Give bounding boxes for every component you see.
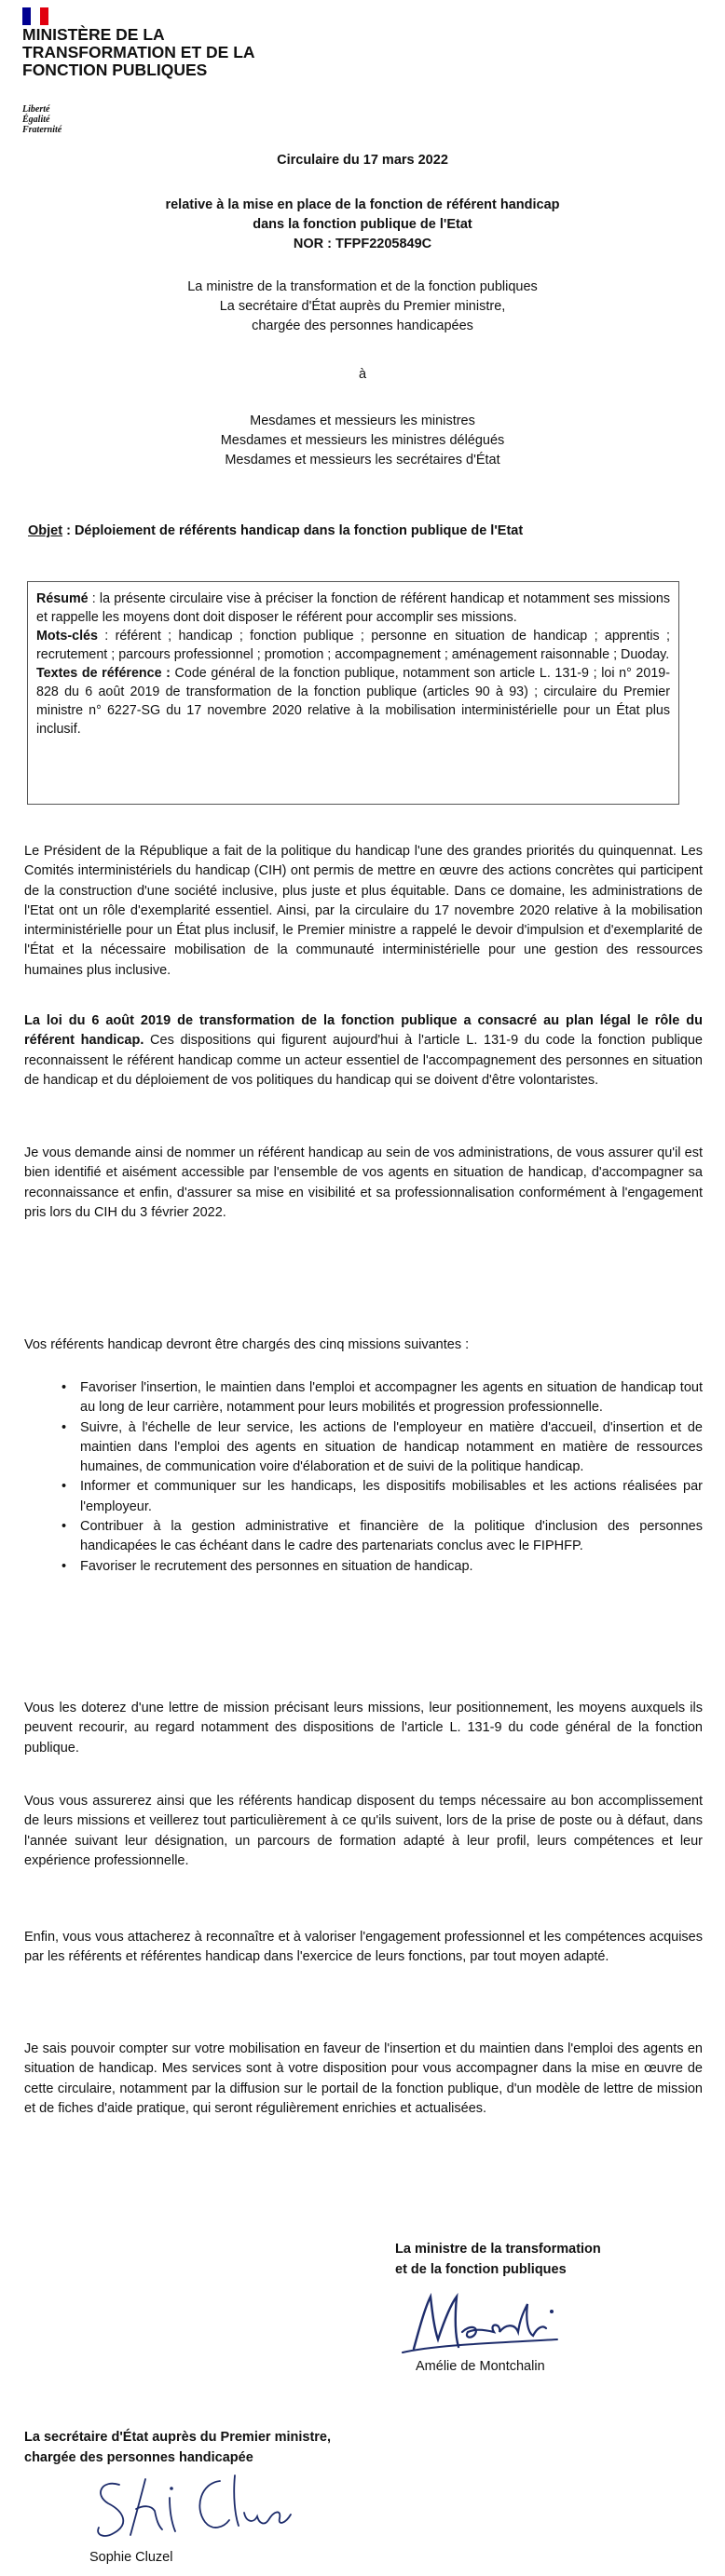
mission-item: • Contribuer à la gestion administrative et financière de la politique d'inclusion des personnes handicapées le cas échéant dans le cadre des partenariats conclus avec le FIPHFP.: [65, 1517, 703, 1557]
secretary-signature-title: [24, 2427, 360, 2468]
mission-item: • Favoriser le recrutement des personnes en situation de handicap.: [65, 1557, 703, 1577]
summary-box: [27, 581, 679, 805]
keywords-label: Mots-clés: [36, 629, 98, 644]
mission-item: • Informer et communiquer sur les handicaps, les dispositifs mobilisables et les actions réalisées par l'employeur.: [65, 1477, 703, 1517]
body-paragraph-4: Vos référents handicap devront être chargés des cinq missions suivantes :: [24, 1337, 470, 1352]
author-secretary: La secrétaire d'État auprès du Premier ministre,: [219, 299, 506, 314]
minister-handwritten-signature: [397, 2291, 565, 2362]
resume-label: Résumé: [36, 591, 89, 606]
missions-list: [65, 1378, 703, 1577]
body-paragraph-2-text: Ces dispositions qui figurent aujourd'hui à l'article L. 131-9 du code la fonction publique reconnaissent le référent handicap comme un acteur essentiel de l'accompagnement des personnes en situation de handicap et du déploiement de vos politiques du handicap qui se doivent d'être volontaristes.: [24, 1033, 703, 1088]
secretary-title-line1: La secrétaire d'État auprès du Premier ministre,: [24, 2430, 332, 2445]
motto-liberte: Liberté: [22, 104, 50, 115]
minister-title-line2: et de la fonction publiques: [395, 2262, 567, 2277]
body-paragraph-5: Vous les doterez d'une lettre de mission précisant leurs missions, leur positionnement, les moyens auxquels ils peuvent recourir, au regard notamment des dispositions de l'article L. 131-9 du code général de la fonction publique.: [24, 1701, 703, 1756]
address-to: à: [358, 367, 367, 382]
circular-date: Circulaire du 17 mars 2022: [277, 153, 448, 168]
summary-references: [36, 664, 670, 739]
body-paragraph-8: Je sais pouvoir compter sur votre mobilisation en faveur de l'insertion et du maintien dans l'emploi des agents en situation de handicap. Mes services sont à votre disposition pour vous accompagner dans la mise en œuvre de cette circulaire, notamment par la diffusion sur le portail de la fonction publique, d'un modèle de lettre de mission et de fiches d'aide pratique, qui seront régulièrement enrichies et actualisées.: [24, 2041, 703, 2116]
objet-label: Objet: [28, 523, 63, 538]
nor-reference: NOR : TFPF2205849C: [293, 237, 432, 251]
author-minister: La ministre de la transformation et de la fonction publiques: [187, 279, 538, 294]
mission-item: • Suivre, à l'échelle de leur service, les actions de l'employeur en matière d'accueil, d'insertion et de maintien dans l'emploi des agents en situation de handicap notamment en matière de ressources humaines, de communication voire d'élaboration et de suivi de la politique handicap.: [65, 1418, 703, 1478]
motto-fraternite: Fraternité: [22, 125, 62, 135]
recipient-secretaries: Mesdames et messieurs les secrétaires d'État: [225, 453, 500, 468]
minister-name: Amélie de Montchalin: [416, 2359, 545, 2374]
minister-signature-title: [395, 2239, 693, 2280]
ministry-name: MINISTÈRE DE LA TRANSFORMATION ET DE LA FONCTION PUBLIQUES: [22, 25, 254, 79]
references-text: Code général de la fonction publique, notamment son article L. 131-9 ; loi n° 2019-828 du 6 août 2019 de transformation de la fonction publique (articles 90 à 93) ; circulaire du Premier ministre n° 6227-SG du 17 novembre 2020 relative à la mobilisation interministérielle pour un État plus inclusif.: [36, 666, 670, 737]
republic-flag-logo: [22, 7, 48, 25]
objet-line: [28, 523, 523, 538]
mission-item: • Favoriser l'insertion, le maintien dans l'emploi et accompagner les agents en situation de handicap tout au long de leur carrière, notamment pour leurs mobilités et progression professionnelle.: [65, 1378, 703, 1418]
recipient-ministers: Mesdames et messieurs les ministres: [250, 414, 475, 428]
body-paragraph-2-bold: La loi du 6 août 2019 de transformation de la fonction publique a consacré au plan légal le rôle du référent handicap.: [24, 1013, 703, 1049]
body-paragraph-1: Le Président de la République a fait de la politique du handicap l'une des grandes priorités du quinquennat. Les Comités interministériels du handicap (CIH) ont permis de mettre en œuvre des actions concrètes qui participent de la construction d'une société inclusive, plus juste et plus équitable. Dans ce domaine, les administrations de l'Etat ont un rôle d'exemplarité essentiel. Ainsi, par la circulaire du 17 novembre 2020 relative à la mobilisation interministérielle pour un État plus inclusif, le Premier ministre a rappelé le devoir d'impulsion et d'exemplarité de l'État et la nécessaire mobilisation de la communauté interministérielle pour une gestion des ressources humaines plus inclusive.: [24, 844, 703, 978]
summary-resume: [36, 590, 670, 627]
references-label: Textes de référence :: [36, 666, 171, 681]
circular-subject-line1: relative à la mise en place de la fonction de référent handicap: [165, 197, 560, 212]
secretary-name: Sophie Cluzel: [89, 2550, 173, 2565]
motto-egalite: Égalité: [22, 115, 50, 125]
summary-keywords: [36, 627, 670, 664]
recipient-delegated-ministers: Mesdames et messieurs les ministres délégués: [220, 433, 505, 448]
republic-motto: [22, 104, 62, 135]
keywords-text: : référent ; handicap ; fonction publique ; personne en situation de handicap ; apprentis ; recrutement ; parcours professionnel ; promotion ; accompagnement ; aménagement raisonnable ; Duoday.: [36, 629, 670, 662]
circular-subject-line2: dans la fonction publique de l'Etat: [253, 217, 472, 232]
secretary-handwritten-signature: [82, 2466, 296, 2552]
author-secretary-role: chargée des personnes handicapées: [252, 319, 473, 333]
body-paragraph-3: Je vous demande ainsi de nommer un référent handicap au sein de vos administrations, de vous assurer qu'il est bien identifié et aisément accessible par l'ensemble de vos agents en situation de handicap, d'accompagner sa reconnaissance et enfin, d'assurer sa mise en visibilité et sa professionnalisation conformément à l'engagement pris lors du CIH du 3 février 2022.: [24, 1146, 703, 1220]
body-paragraph-7: Enfin, vous vous attacherez à reconnaître et à valoriser l'engagement professionnel et les compétences acquises par les référents et référentes handicap dans l'exercice de leurs fonctions, par tout moyen adapté.: [24, 1930, 703, 1965]
body-paragraph-6: Vous vous assurerez ainsi que les référents handicap disposent du temps nécessaire au bon accomplissement de leurs missions et veillerez tout particulièrement à ce qu'ils suivent, lors de la prise de poste ou à défaut, dans l'année suivant leur désignation, un parcours de formation adapté à leur profil, leurs compétences et leur expérience professionnelle.: [24, 1794, 703, 1868]
objet-text: : Déploiement de référents handicap dans la fonction publique de l'Etat: [62, 523, 524, 538]
resume-text: : la présente circulaire vise à préciser la fonction de référent handicap et notamment ses missions et rappelle les moyens dont doit disposer le référent pour accomplir ses missions.: [36, 591, 670, 625]
secretary-title-line2: chargée des personnes handicapée: [24, 2450, 253, 2465]
body-paragraph-2: [24, 1011, 703, 1091]
minister-title-line1: La ministre de la transformation: [395, 2242, 601, 2257]
